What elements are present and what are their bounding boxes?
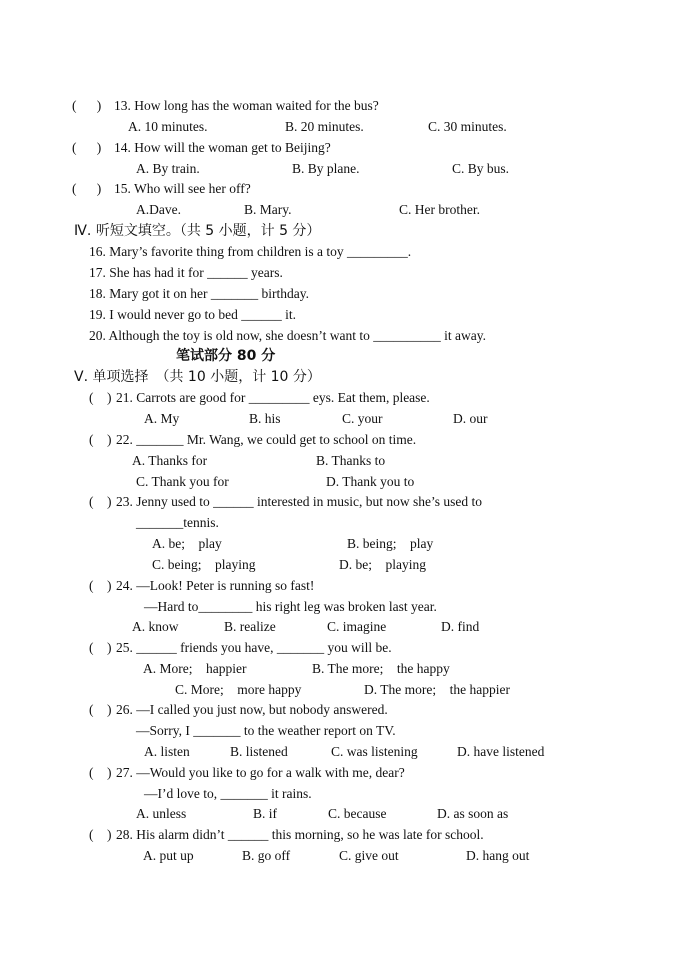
option-c: C. imagine	[327, 619, 387, 634]
fill-blank-16: 16. Mary’s favorite thing from children is a toy _________.	[89, 244, 412, 259]
option-b: B. listened	[230, 744, 288, 759]
option-a: A. listen	[144, 744, 190, 759]
option-d: D. Thank you to	[326, 474, 415, 489]
fill-blank-19: 19. I would never go to bed ______ it.	[89, 307, 296, 322]
answer-paren: ( )	[89, 494, 112, 509]
answer-paren: ( )	[72, 98, 102, 113]
option-b: B. By plane.	[292, 161, 360, 176]
answer-paren: ( )	[89, 578, 112, 593]
question-stem-continued: —Sorry, I _______ to the weather report on TV.	[136, 723, 396, 738]
option-b: B. 20 minutes.	[285, 119, 364, 134]
answer-paren: ( )	[89, 827, 112, 842]
question-stem: 27. —Would you like to go for a walk with me, dear?	[116, 765, 405, 780]
option-b: B. The more; the happy	[312, 661, 450, 676]
option-d: D. be; playing	[339, 557, 426, 572]
question-stem: 28. His alarm didn’t ______ this morning, so he was late for school.	[116, 827, 484, 842]
answer-paren: ( )	[89, 640, 112, 655]
option-c: C. give out	[339, 848, 399, 863]
question-stem: 15. Who will see her off?	[114, 181, 251, 196]
fill-blank-20: 20. Although the toy is old now, she doesn’t want to __________ it away.	[89, 328, 486, 343]
option-a: A. 10 minutes.	[128, 119, 208, 134]
answer-paren: ( )	[72, 181, 102, 196]
fill-blank-17: 17. She has had it for ______ years.	[89, 265, 283, 280]
option-b: B. Thanks to	[316, 453, 386, 468]
option-d: D. as soon as	[437, 806, 509, 821]
question-stem: 26. —I called you just now, but nobody answered.	[116, 702, 388, 717]
question-stem-continued: _______tennis.	[136, 515, 219, 530]
fill-blank-18: 18. Mary got it on her _______ birthday.	[89, 286, 309, 301]
question-stem: 22. _______ Mr. Wang, we could get to school on time.	[116, 432, 417, 447]
answer-paren: ( )	[89, 765, 112, 780]
option-a: A. More; happier	[143, 661, 247, 676]
answer-paren: ( )	[89, 390, 112, 405]
option-a: A. Thanks for	[132, 453, 208, 468]
question-stem: 14. How will the woman get to Beijing?	[114, 140, 331, 155]
section-title: Ⅳ. 听短文填空。（共 5 小题，计 5 分）	[74, 223, 321, 239]
question-stem: 23. Jenny used to ______ interested in music, but now she’s used to	[116, 494, 482, 509]
option-a: A. By train.	[136, 161, 200, 176]
option-b: B. Mary.	[244, 202, 292, 217]
option-a: A.Dave.	[136, 202, 181, 217]
option-b: B. his	[249, 411, 281, 426]
option-d: D. hang out	[466, 848, 530, 863]
question-stem-continued: —Hard to________ his right leg was broken last year.	[144, 599, 437, 614]
option-a: A. put up	[143, 848, 194, 863]
option-b: B. realize	[224, 619, 276, 634]
option-b: B. being; play	[347, 536, 434, 551]
option-c: C. Thank you for	[136, 474, 229, 489]
answer-paren: ( )	[89, 432, 112, 447]
option-a: A. be; play	[152, 536, 222, 551]
question-stem-continued: —I’d love to, _______ it rains.	[144, 786, 312, 801]
option-d: D. our	[453, 411, 488, 426]
question-stem: 24. —Look! Peter is running so fast!	[116, 578, 315, 593]
option-a: A. know	[132, 619, 179, 634]
question-stem: 21. Carrots are good for _________ eys. Eat them, please.	[116, 390, 430, 405]
option-d: D. The more; the happier	[364, 682, 510, 697]
written-part-title: 笔试部分 80 分	[176, 348, 276, 364]
option-b: B. go off	[242, 848, 291, 863]
option-c: C. because	[328, 806, 387, 821]
option-b: B. if	[253, 806, 278, 821]
option-c: C. was listening	[331, 744, 418, 759]
answer-paren: ( )	[72, 140, 102, 155]
option-c: C. By bus.	[452, 161, 510, 176]
answer-paren: ( )	[89, 702, 112, 717]
question-stem: 25. ______ friends you have, _______ you will be.	[116, 640, 392, 655]
option-a: A. My	[144, 411, 180, 426]
option-c: C. being; playing	[152, 557, 256, 572]
option-c: C. Her brother.	[399, 202, 480, 217]
option-d: D. have listened	[457, 744, 545, 759]
option-c: C. More; more happy	[175, 682, 302, 697]
section-title: Ⅴ. 单项选择 （共 10 小题，计 10 分）	[74, 369, 321, 385]
option-d: D. find	[441, 619, 480, 634]
option-c: C. 30 minutes.	[428, 119, 507, 134]
option-c: C. your	[342, 411, 383, 426]
question-stem: 13. How long has the woman waited for the bus?	[114, 98, 379, 113]
option-a: A. unless	[136, 806, 187, 821]
